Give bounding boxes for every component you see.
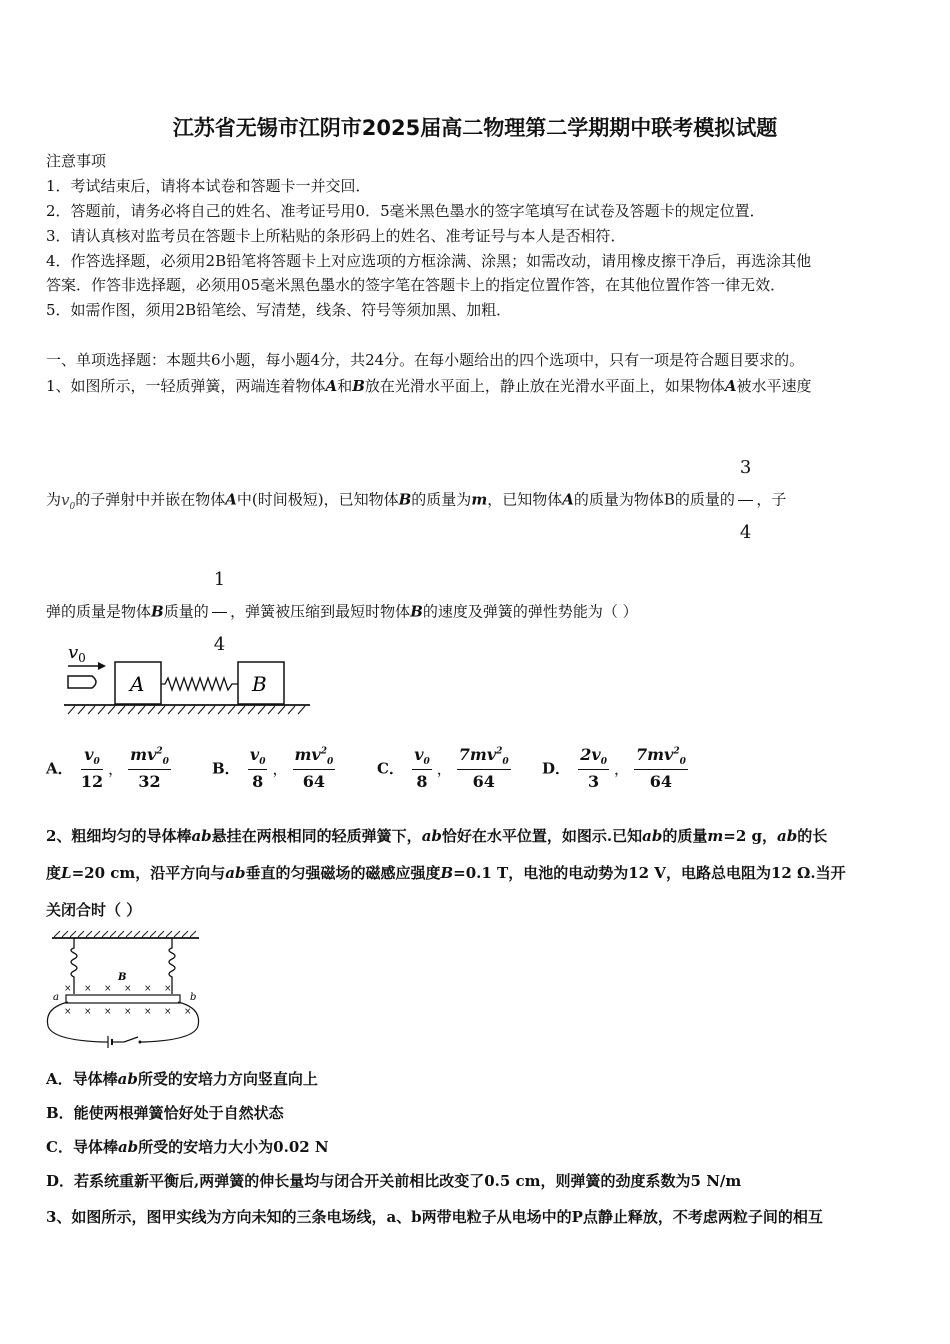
var-v0: $v_0$ bbox=[61, 490, 76, 512]
page-title: 江苏省无锡市江阴市2025届高二物理第二学期期中联考模拟试题 bbox=[172, 116, 778, 140]
energy-fraction: $\frac{7mv^2_0}{64}$ bbox=[635, 745, 686, 792]
q1-option-a[interactable]: A． $\frac{v_0}{12}$ ， $\frac{mv^2_0}{32}$ bbox=[46, 745, 169, 792]
svg-text:×: × bbox=[84, 1007, 92, 1017]
var-A: A bbox=[562, 490, 574, 509]
notice-heading: 注意事项 bbox=[46, 152, 107, 170]
text: 的质量为 bbox=[411, 490, 472, 509]
q2-option-c[interactable]: C．导体棒ab所受的安培力大小为0.02 N bbox=[46, 1138, 329, 1156]
var-ab: ab bbox=[421, 827, 442, 845]
var-ab: ab bbox=[776, 827, 798, 845]
text: 悬挂在两根相同的轻质弹簧下， bbox=[211, 827, 422, 845]
text: 和 bbox=[337, 377, 353, 395]
var-ab: ab bbox=[642, 827, 663, 845]
q1-line-2 bbox=[46, 438, 786, 563]
var-B: B bbox=[410, 602, 423, 621]
q2-option-b[interactable]: B．能使两根弹簧恰好处于自然状态 bbox=[46, 1104, 284, 1122]
q2-option-a[interactable]: A．导体棒ab所受的安培力方向竖直向上 bbox=[46, 1070, 318, 1088]
text: ，弹簧被压缩到最短时物体 bbox=[230, 602, 411, 621]
var-A: A bbox=[325, 377, 338, 395]
q1-option-c[interactable]: C． $\frac{v_0}{8}$ ， $\frac{7mv^2_0}{64}$ bbox=[377, 745, 509, 792]
svg-text:×: × bbox=[144, 984, 152, 994]
energy-fraction: $\frac{mv^2_0}{32}$ bbox=[130, 745, 169, 792]
text: ，已知物体 bbox=[487, 490, 563, 509]
var-L: L bbox=[61, 864, 72, 882]
var-ab: ab bbox=[191, 827, 212, 845]
section-heading: 一、单项选择题：本题共6小题，每小题4分，共24分。在每小题给出的四个选项中，只有一项是符合题目要求的。 bbox=[46, 351, 805, 369]
text: 的子弹射中并嵌在物体 bbox=[75, 490, 226, 509]
var-B: B bbox=[398, 490, 412, 509]
q3-line-1: 3、如图所示，图甲实线为方向未知的三条电场线，a、b两带电粒子从电场中的P点静止释放，不考虑两粒子间的相互 bbox=[46, 1208, 823, 1226]
v0-label: $v_0$ bbox=[68, 642, 86, 665]
text: 为 bbox=[46, 490, 62, 509]
var-m: m bbox=[707, 827, 724, 845]
var-ab: ab bbox=[117, 1070, 138, 1088]
svg-text:×: × bbox=[144, 1007, 152, 1017]
text: ，子 bbox=[756, 490, 787, 509]
energy-fraction: $\frac{mv^2_0}{64}$ bbox=[294, 745, 334, 792]
svg-text:×: × bbox=[104, 1007, 112, 1017]
text: 度 bbox=[46, 864, 62, 882]
velocity-fraction: $\frac{2v_0}{3}$ bbox=[580, 745, 607, 792]
switch-lever bbox=[124, 1037, 138, 1042]
text: 2、粗细均匀的导体棒 bbox=[46, 827, 192, 845]
svg-text:×: × bbox=[164, 1007, 172, 1017]
svg-text:×: × bbox=[124, 984, 132, 994]
var-B: B bbox=[352, 377, 365, 395]
var-A: A bbox=[724, 377, 737, 395]
q2-line-3: 关闭合时（ ） bbox=[46, 901, 142, 919]
svg-text:×: × bbox=[124, 1007, 132, 1017]
arrowhead bbox=[98, 662, 106, 670]
q1-line-1 bbox=[46, 376, 812, 396]
end-a-label: a bbox=[53, 992, 59, 1003]
text: 中(时间极短)，已知物体 bbox=[236, 490, 399, 509]
var-m: m bbox=[471, 490, 488, 509]
q1-option-b[interactable]: B． $\frac{v_0}{8}$ ， $\frac{mv^2_0}{64}$ bbox=[212, 745, 334, 792]
end-b-label: b bbox=[190, 992, 197, 1003]
text: 质量的 bbox=[163, 602, 209, 621]
text: 的质量为物体B的质量的 bbox=[573, 490, 735, 509]
var-ab: ab bbox=[117, 1138, 139, 1156]
ceiling-hatching bbox=[54, 931, 196, 937]
text: =20 cm，沿平方向与 bbox=[71, 864, 226, 882]
svg-text:×: × bbox=[64, 984, 72, 994]
left-spring bbox=[71, 938, 77, 994]
q1-option-d[interactable]: D． $\frac{2v_0}{3}$ ， $\frac{7mv^2_0}{64}$ bbox=[542, 745, 686, 792]
notice-item: 5．如需作图，须用2B铅笔绘、写清楚，线条、符号等须加黑、加粗． bbox=[46, 301, 512, 319]
svg-text:×: × bbox=[184, 1007, 192, 1017]
conductor-rod-figure bbox=[44, 928, 206, 1056]
svg-text:×: × bbox=[104, 984, 112, 994]
text: 弹的质量是物体 bbox=[46, 602, 152, 621]
text: 被水平速度 bbox=[736, 377, 812, 395]
notice-item: 3．请认真核对监考员在答题卡上所粘贴的条形码上的姓名、准考证号与本人是否相符． bbox=[46, 227, 626, 245]
var-B: B bbox=[151, 602, 164, 621]
spring bbox=[161, 678, 238, 690]
velocity-fraction: $\frac{v_0}{8}$ bbox=[414, 745, 430, 792]
svg-text:×: × bbox=[84, 984, 92, 994]
ground-hatching bbox=[68, 706, 305, 714]
text: 的质量 bbox=[662, 827, 708, 845]
notice-item: 答案．作答非选择题，必须用05毫米黑色墨水的签字笔在答题卡上的指定位置作答，在其他位置作答一律无效． bbox=[46, 276, 786, 294]
velocity-fraction: $\frac{v_0}{12}$ bbox=[80, 745, 104, 792]
fraction-one-quarter: $\frac{1}{4}$ bbox=[212, 550, 227, 675]
var-A: A bbox=[225, 490, 237, 509]
svg-text:×: × bbox=[64, 1007, 72, 1017]
var-B: B bbox=[440, 864, 454, 882]
notice-item: 4．作答选择题，必须用2B铅笔将答题卡上对应选项的方框涂满、涂黑；如需改动，请用橡皮擦干净后，再选涂其他 bbox=[46, 252, 812, 270]
notice-item: 1．考试结束后，请将本试卷和答题卡一并交回． bbox=[46, 177, 371, 195]
block-B-label: B bbox=[252, 672, 267, 696]
text: 的长 bbox=[797, 827, 828, 845]
velocity-fraction: $\frac{v_0}{8}$ bbox=[249, 745, 266, 792]
energy-fraction: $\frac{7mv^2_0}{64}$ bbox=[458, 745, 509, 792]
bullet bbox=[68, 676, 96, 688]
text: =0.1 T，电池的电动势为12 V，电路总电阻为12 Ω.当开 bbox=[453, 864, 846, 882]
q2-line-2 bbox=[46, 863, 846, 883]
fraction-three-quarters: $\frac{3}{4}$ bbox=[738, 438, 753, 563]
text: 放在光滑水平面上，静止放在光滑水平面上，如果物体 bbox=[364, 377, 725, 395]
notice-item: 2．答题前，请务必将自己的姓名、准考证号用0．5毫米黑色墨水的签字笔填写在试卷及答题卡的规定位置． bbox=[46, 202, 765, 220]
text: 恰好在水平位置，如图示.已知 bbox=[441, 827, 643, 845]
q2-option-d[interactable]: D．若系统重新平衡后,两弹簧的伸长量均与闭合开关前相比改变了0.5 cm，则弹簧的劲度系数为5 N/m bbox=[46, 1172, 742, 1190]
var-ab: ab bbox=[225, 864, 246, 882]
text: 1、如图所示，一轻质弹簧，两端连着物体 bbox=[46, 377, 326, 395]
svg-text:×: × bbox=[164, 984, 172, 994]
spring-block-figure bbox=[60, 640, 320, 720]
q2-line-1 bbox=[46, 826, 827, 846]
block-A-label: A bbox=[130, 672, 145, 696]
field-label: B bbox=[118, 972, 127, 983]
text: =2 g， bbox=[723, 827, 777, 845]
text: 的速度及弹簧的弹性势能为（ ） bbox=[422, 602, 638, 621]
conductor-rod bbox=[66, 995, 180, 1003]
text: 垂直的匀强磁场的磁感应强度 bbox=[245, 864, 441, 882]
